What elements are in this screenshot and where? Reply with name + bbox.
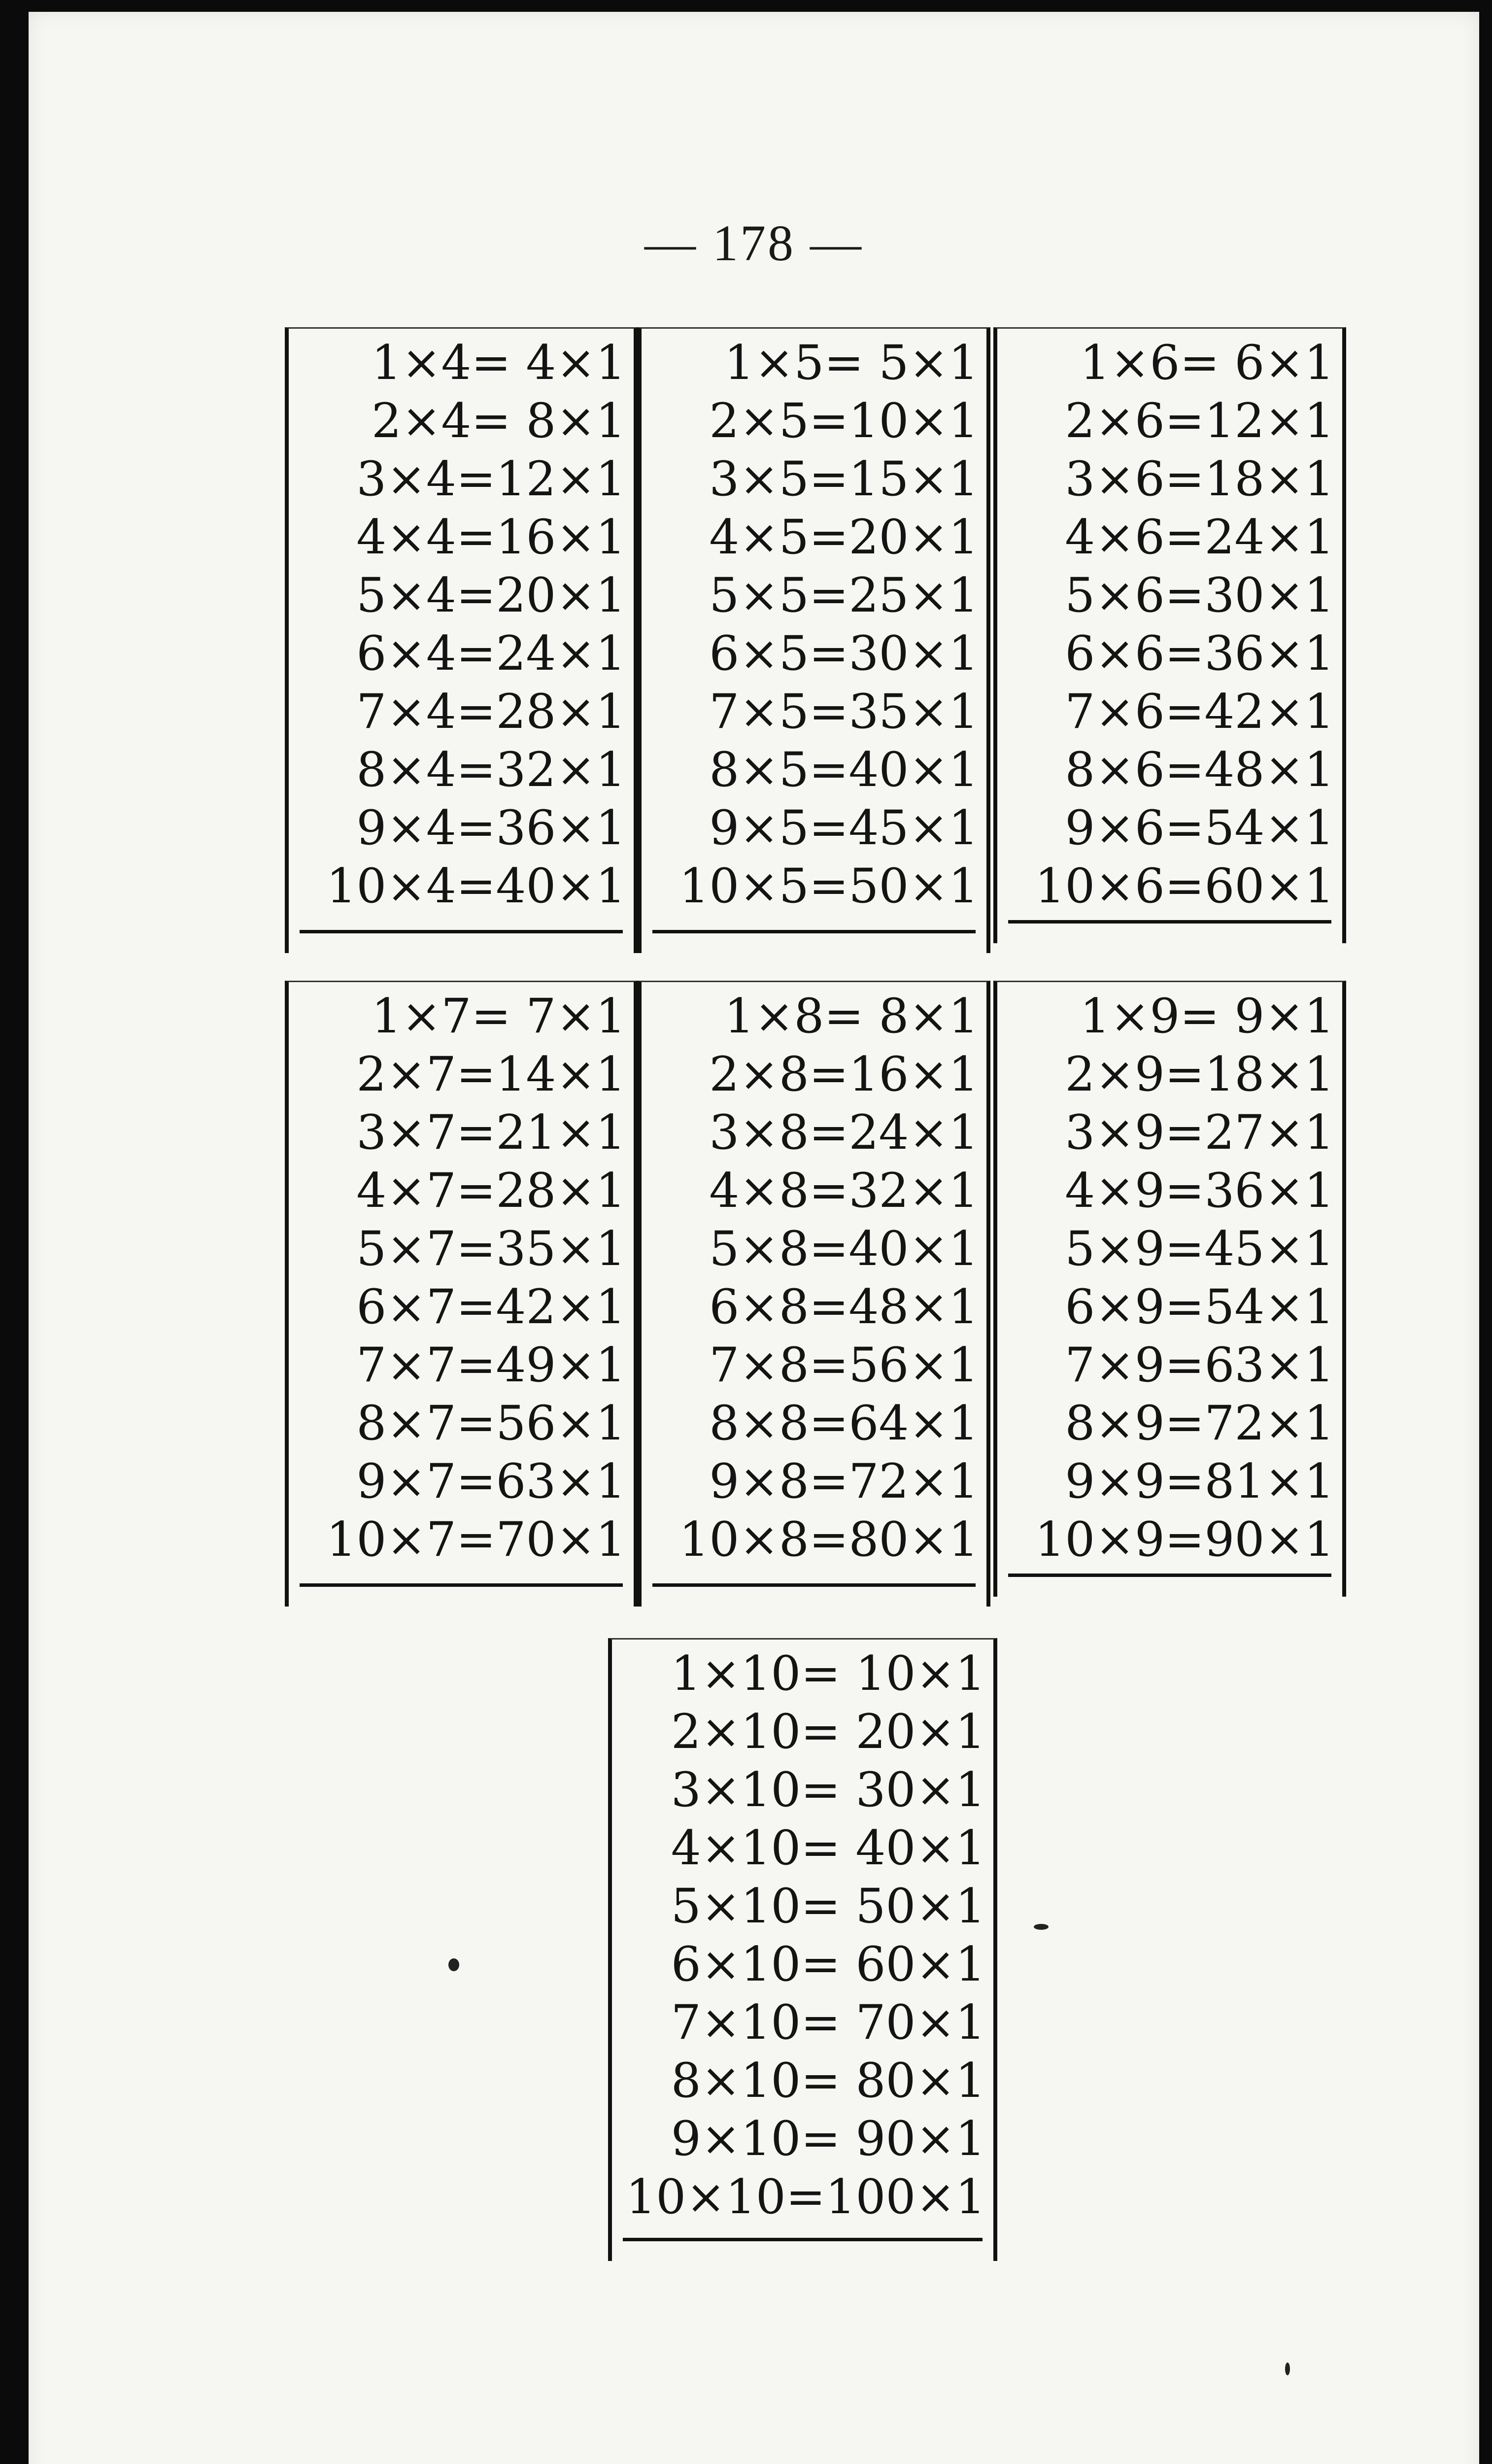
ink-speck	[448, 1958, 459, 1971]
table-row: 1×8= 8×1	[724, 989, 979, 1044]
table-bottom-rule	[300, 930, 623, 933]
table-row: 2×6=12×1	[1065, 393, 1334, 448]
table-row: 10×6=60×1	[1035, 858, 1334, 914]
table-bottom-rule	[1008, 920, 1331, 924]
table-row: 4×5=20×1	[709, 510, 979, 565]
table-row: 2×5=10×1	[709, 393, 979, 448]
table-row: 7×7=49×1	[356, 1337, 626, 1393]
table-row: 5×5=25×1	[709, 568, 979, 623]
table-row: 10×9=90×1	[1035, 1512, 1334, 1567]
table-row: 5×10= 50×1	[671, 1879, 985, 1934]
page-number: — 178 —	[644, 215, 863, 272]
table-row: 10×4=40×1	[326, 858, 626, 914]
ink-speck	[1285, 2362, 1290, 2375]
table-row: 10×5=50×1	[679, 858, 979, 914]
table-row: 6×5=30×1	[709, 626, 979, 681]
table-row: 3×9=27×1	[1065, 1105, 1334, 1160]
table-times-6	[993, 327, 1346, 943]
table-row: 7×4=28×1	[356, 684, 626, 739]
table-row: 8×9=72×1	[1065, 1396, 1334, 1451]
table-bottom-rule	[652, 930, 976, 933]
table-row: 7×6=42×1	[1065, 684, 1334, 739]
table-row: 4×7=28×1	[356, 1163, 626, 1218]
table-row: 4×6=24×1	[1065, 510, 1334, 565]
table-row: 1×4= 4×1	[371, 335, 626, 390]
table-row: 8×8=64×1	[709, 1396, 979, 1451]
table-row: 4×4=16×1	[356, 510, 626, 565]
table-row: 2×7=14×1	[356, 1047, 626, 1102]
table-row: 9×9=81×1	[1065, 1454, 1334, 1509]
table-row: 5×6=30×1	[1065, 568, 1334, 623]
table-row: 9×4=36×1	[356, 800, 626, 856]
table-row: 7×8=56×1	[709, 1337, 979, 1393]
table-row: 3×5=15×1	[709, 451, 979, 507]
table-row: 8×7=56×1	[356, 1396, 626, 1451]
table-row: 5×8=40×1	[709, 1221, 979, 1276]
table-row: 5×4=20×1	[356, 568, 626, 623]
table-row: 1×6= 6×1	[1080, 335, 1334, 390]
table-row: 8×5=40×1	[709, 742, 979, 797]
table-times-8	[638, 981, 990, 1607]
table-times-7	[285, 981, 638, 1607]
table-row: 10×8=80×1	[679, 1512, 979, 1567]
table-row: 6×7=42×1	[356, 1279, 626, 1335]
table-row: 2×9=18×1	[1065, 1047, 1334, 1102]
table-row: 7×9=63×1	[1065, 1337, 1334, 1393]
table-times-4	[285, 327, 638, 953]
table-row: 3×4=12×1	[356, 451, 626, 507]
table-row: 3×6=18×1	[1065, 451, 1334, 507]
table-row: 3×10= 30×1	[671, 1762, 985, 1817]
table-row: 6×10= 60×1	[671, 1937, 985, 1992]
table-row: 1×7= 7×1	[371, 989, 626, 1044]
table-row: 3×8=24×1	[709, 1105, 979, 1160]
table-row: 2×4= 8×1	[371, 393, 626, 448]
table-row: 6×4=24×1	[356, 626, 626, 681]
table-row: 8×10= 80×1	[671, 2053, 985, 2108]
table-row: 5×9=45×1	[1065, 1221, 1334, 1276]
table-times-9	[993, 981, 1346, 1597]
table-row: 1×10= 10×1	[671, 1646, 985, 1701]
table-row: 4×8=32×1	[709, 1163, 979, 1218]
table-row: 6×6=36×1	[1065, 626, 1334, 681]
table-row: 2×8=16×1	[709, 1047, 979, 1102]
table-row: 10×7=70×1	[326, 1512, 626, 1567]
ink-speck	[1034, 1924, 1049, 1930]
table-row: 9×5=45×1	[709, 800, 979, 856]
table-row: 6×8=48×1	[709, 1279, 979, 1335]
table-row: 3×7=21×1	[356, 1105, 626, 1160]
table-row: 4×9=36×1	[1065, 1163, 1334, 1218]
table-row: 4×10= 40×1	[671, 1820, 985, 1876]
table-row: 5×7=35×1	[356, 1221, 626, 1276]
table-bottom-rule	[300, 1583, 623, 1587]
table-row: 9×10= 90×1	[671, 2111, 985, 2166]
table-bottom-rule	[652, 1583, 976, 1587]
table-row: 9×7=63×1	[356, 1454, 626, 1509]
table-times-5	[638, 327, 990, 953]
table-times-10	[608, 1638, 997, 2261]
table-row: 10×10=100×1	[626, 2169, 985, 2224]
table-bottom-rule	[623, 2238, 983, 2241]
table-bottom-rule	[1008, 1574, 1331, 1577]
table-row: 8×6=48×1	[1065, 742, 1334, 797]
table-row: 9×8=72×1	[709, 1454, 979, 1509]
table-row: 9×6=54×1	[1065, 800, 1334, 856]
table-row: 7×10= 70×1	[671, 1995, 985, 2050]
table-row: 2×10= 20×1	[671, 1704, 985, 1759]
table-row: 1×9= 9×1	[1080, 989, 1334, 1044]
table-row: 7×5=35×1	[709, 684, 979, 739]
book-page	[29, 12, 1479, 2464]
table-row: 8×4=32×1	[356, 742, 626, 797]
table-row: 1×5= 5×1	[724, 335, 979, 390]
table-row: 6×9=54×1	[1065, 1279, 1334, 1335]
